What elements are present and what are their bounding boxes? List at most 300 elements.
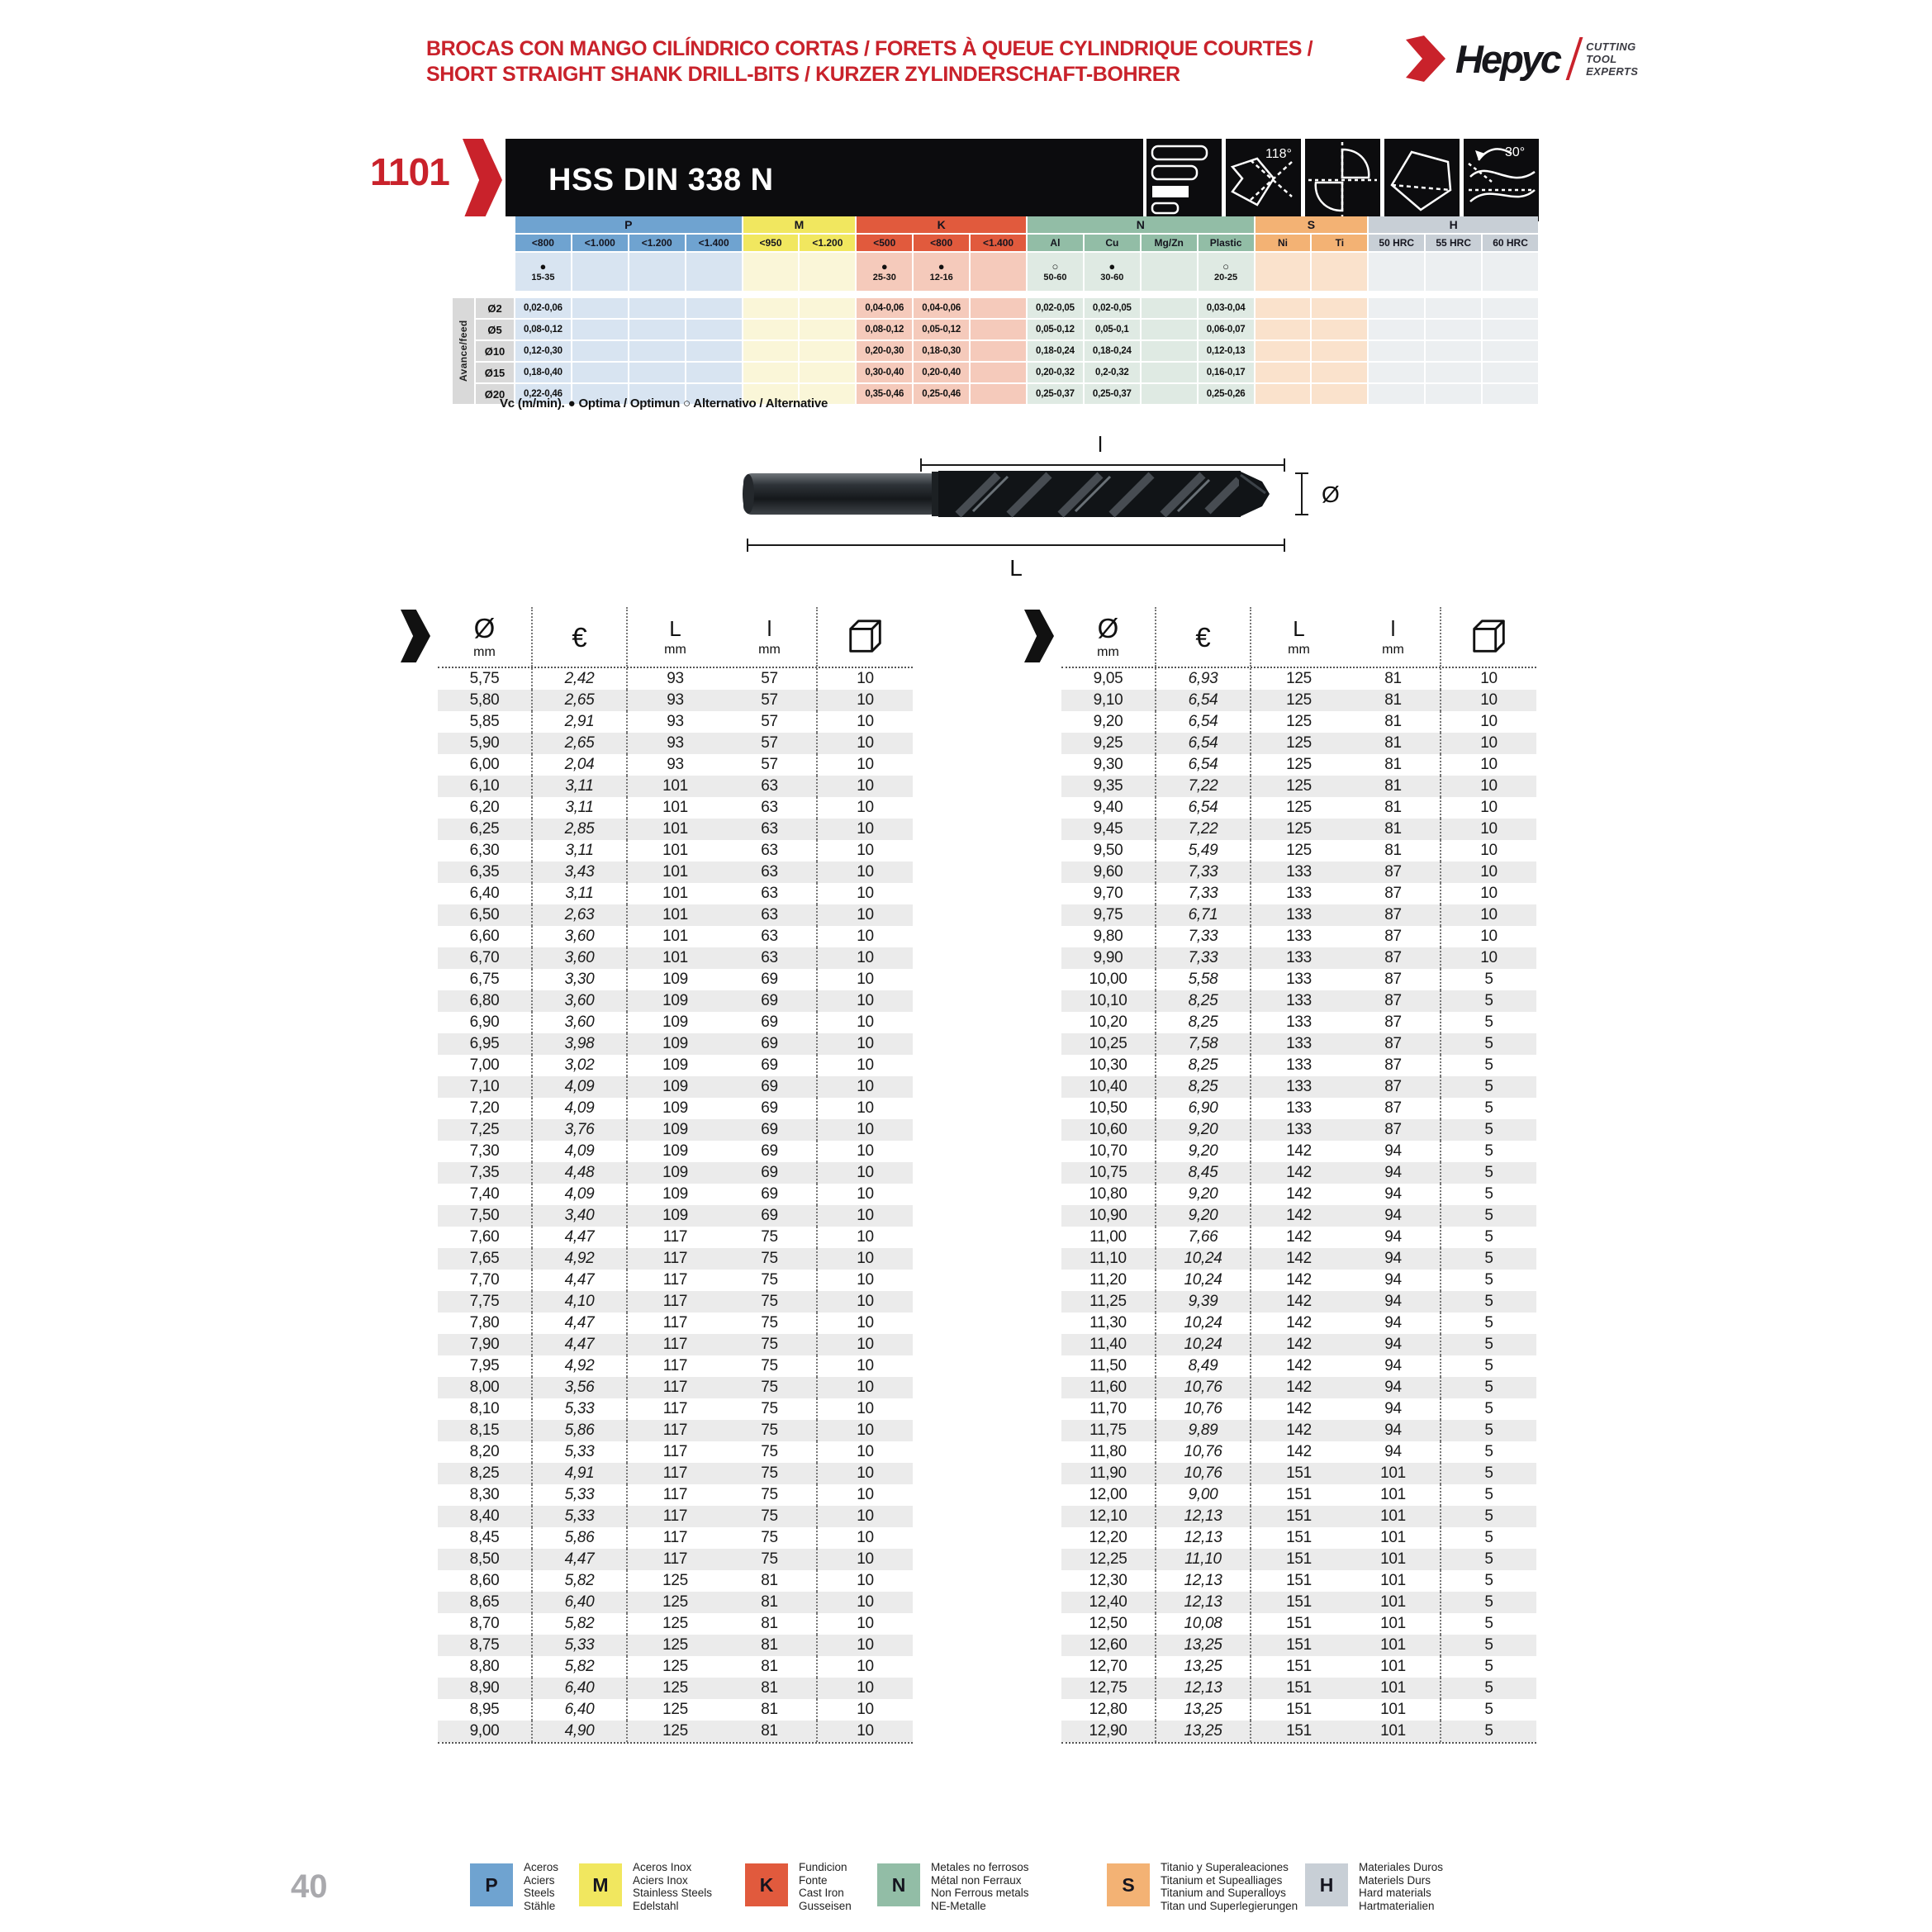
cell-total-length: 117: [662, 1507, 688, 1525]
legend-text-line: Aciers Inox: [633, 1873, 688, 1887]
speeds-value-cell: [572, 320, 628, 339]
price-row: [1061, 1527, 1536, 1549]
cell-total-length: 151: [1286, 1636, 1312, 1654]
cell-diameter: 10,75: [1061, 1162, 1156, 1184]
price-row: [1061, 1484, 1536, 1506]
speeds-value-cell: 0,35-0,46: [857, 384, 912, 404]
cell-flute-length: 75: [723, 1270, 818, 1291]
speeds-value-cell: [800, 320, 855, 339]
cell-flute-length: 75: [723, 1334, 818, 1355]
cell-qty: 5: [1484, 1379, 1493, 1396]
price-row: [438, 1162, 913, 1184]
cell-total-length: 142: [1286, 1228, 1312, 1246]
cell-price: 5,33: [533, 1441, 628, 1463]
product-name: HSS DIN 338 N: [548, 163, 774, 197]
legend-text: [1161, 1861, 1298, 1912]
cell-price: 12,13: [1156, 1570, 1251, 1592]
legend-text-line: Non Ferrous metals: [931, 1887, 1029, 1899]
cell-total-length: 117: [662, 1400, 688, 1417]
cell-price: 2,63: [533, 904, 628, 926]
cell-total-length: 142: [1286, 1443, 1312, 1460]
speeds-value-cell: 0,25-0,37: [1085, 384, 1140, 404]
cell-qty: 10: [857, 949, 874, 966]
legend-letter-box: K: [745, 1863, 788, 1906]
cell-flute-length: 94: [1346, 1398, 1441, 1420]
cell-price: 10,24: [1156, 1313, 1251, 1334]
price-row: [1061, 733, 1536, 754]
cell-total-length: 125: [662, 1679, 688, 1697]
cell-flute-length: 81: [723, 1635, 818, 1656]
price-row: [438, 840, 913, 862]
cell-qty: 10: [857, 1121, 874, 1138]
cell-price: 5,49: [1156, 840, 1251, 862]
cell-diameter: 5,75: [438, 668, 533, 690]
cell-qty: 5: [1484, 971, 1493, 988]
speeds-row-label: Ø20: [476, 384, 514, 404]
price-row: [438, 1527, 913, 1549]
cell-qty: 5: [1484, 1722, 1493, 1740]
cell-diameter: 7,20: [438, 1098, 533, 1119]
cell-price: 8,45: [1156, 1162, 1251, 1184]
cell-flute-length: 75: [723, 1420, 818, 1441]
price-row: [1061, 1441, 1536, 1463]
cell-price: 6,71: [1156, 904, 1251, 926]
cell-total-length: 125: [662, 1615, 688, 1632]
speeds-value-cell: 0,12-0,13: [1199, 341, 1254, 361]
cell-qty: 5: [1484, 1250, 1493, 1267]
cell-total-length: 151: [1286, 1658, 1312, 1675]
speeds-value-cell: [971, 363, 1026, 382]
cell-flute-length: 75: [723, 1227, 818, 1248]
cell-diameter: 9,25: [1061, 733, 1156, 754]
cell-total-length: 142: [1286, 1185, 1312, 1203]
cell-flute-length: 81: [723, 1592, 818, 1613]
price-row: [438, 1248, 913, 1270]
cell-flute-length: 81: [1346, 668, 1441, 690]
cell-flute-length: 87: [1346, 990, 1441, 1012]
price-row: [1061, 690, 1536, 711]
cell-price: 10,24: [1156, 1270, 1251, 1291]
cell-qty: 10: [857, 928, 874, 945]
speeds-value-cell: [572, 363, 628, 382]
cell-flute-length: 63: [723, 883, 818, 904]
price-row: [1061, 1055, 1536, 1076]
cell-diameter: 12,30: [1061, 1570, 1156, 1592]
price-row: [1061, 947, 1536, 969]
cell-diameter: 7,30: [438, 1141, 533, 1162]
legend-text-line: Fonte: [799, 1873, 828, 1887]
cell-qty: 10: [1480, 734, 1498, 752]
cell-diameter: 8,90: [438, 1678, 533, 1699]
legend-text-line: Titanium et Supealliages: [1161, 1873, 1283, 1887]
cell-total-length: 109: [662, 992, 688, 1009]
cell-qty: 10: [857, 1550, 874, 1568]
cell-price: 4,47: [533, 1334, 628, 1355]
speeds-subcol-header: Plastic: [1199, 235, 1254, 251]
cell-flute-length: 63: [723, 819, 818, 840]
cell-flute-length: 69: [723, 990, 818, 1012]
speeds-value-cell: 0,04-0,06: [857, 298, 912, 318]
price-row: [1061, 926, 1536, 947]
total-length-unit: mm: [664, 642, 686, 657]
cell-flute-length: 87: [1346, 1076, 1441, 1098]
legend-item-P: [470, 1861, 558, 1912]
price-row: [1061, 1098, 1536, 1119]
optimal-symbol: ○: [1222, 259, 1230, 273]
speeds-value-cell: [1426, 384, 1481, 404]
price-row: [438, 1613, 913, 1635]
cell-total-length: 109: [662, 971, 688, 988]
legend-text-line: Materiales Duros: [1359, 1861, 1444, 1873]
cell-flute-length: 101: [1346, 1506, 1441, 1527]
total-length-symbol: L: [1293, 615, 1305, 641]
cell-total-length: 125: [662, 1593, 688, 1611]
cell-total-length: 142: [1286, 1422, 1312, 1439]
price-row: [438, 733, 913, 754]
cell-price: 3,60: [533, 990, 628, 1012]
speeds-value-cell: 0,18-0,40: [515, 363, 571, 382]
price-table-left: [401, 607, 913, 1744]
cell-price: 2,42: [533, 668, 628, 690]
cell-diameter: 11,50: [1061, 1355, 1156, 1377]
price-row: [1061, 1162, 1536, 1184]
speeds-value-cell: [686, 341, 742, 361]
speeds-value-cell: [572, 298, 628, 318]
flute-length-unit: mm: [758, 642, 781, 657]
legend-text: [524, 1861, 558, 1912]
cell-flute-length: 75: [723, 1313, 818, 1334]
cell-total-length: 151: [1286, 1486, 1312, 1503]
cell-total-length: 109: [662, 1142, 688, 1160]
speeds-value-cell: [971, 341, 1026, 361]
cell-qty: 10: [857, 820, 874, 838]
speeds-value-cell: [686, 298, 742, 318]
price-row: [1061, 1313, 1536, 1334]
speeds-group-header-H: H: [1369, 216, 1538, 233]
price-row: [1061, 1635, 1536, 1656]
price-row: [1061, 1033, 1536, 1055]
cell-diameter: 12,40: [1061, 1592, 1156, 1613]
speeds-value-cell: [1142, 341, 1197, 361]
cell-flute-length: 101: [1346, 1635, 1441, 1656]
cell-price: 12,13: [1156, 1678, 1251, 1699]
price-row: [438, 711, 913, 733]
cell-total-length: 117: [662, 1443, 688, 1460]
cell-qty: 5: [1484, 1142, 1493, 1160]
cell-price: 5,33: [533, 1506, 628, 1527]
cell-price: 11,10: [1156, 1549, 1251, 1570]
cell-diameter: 12,00: [1061, 1484, 1156, 1506]
brand-tagline-line: CUTTING: [1586, 40, 1636, 53]
cell-price: 4,47: [533, 1270, 628, 1291]
cell-total-length: 125: [1286, 691, 1312, 709]
cell-diameter: 8,70: [438, 1613, 533, 1635]
cell-qty: 5: [1484, 1336, 1493, 1353]
flute-length-symbol: l: [767, 615, 772, 641]
price-row: [438, 1635, 913, 1656]
cell-flute-length: 63: [723, 926, 818, 947]
speeds-value-cell: 0,06-0,07: [1199, 320, 1254, 339]
legend-text-line: Fundicion: [799, 1861, 847, 1873]
price-row: [438, 1291, 913, 1313]
cell-qty: 10: [857, 1164, 874, 1181]
speeds-subcol-header: <1.200: [800, 235, 855, 251]
speeds-optimal-cell: [686, 253, 742, 291]
speeds-subcol-header: Ti: [1312, 235, 1367, 251]
speeds-value-cell: 0,08-0,12: [515, 320, 571, 339]
speeds-value-cell: [743, 341, 799, 361]
speeds-value-cell: [1312, 363, 1367, 382]
speeds-subcol-header: <800: [515, 235, 571, 251]
cell-price: 13,25: [1156, 1656, 1251, 1678]
cell-diameter: 9,90: [1061, 947, 1156, 969]
price-row: [1061, 969, 1536, 990]
cell-price: 5,82: [533, 1656, 628, 1678]
cell-total-length: 151: [1286, 1679, 1312, 1697]
cell-diameter: 7,40: [438, 1184, 533, 1205]
speeds-value-cell: [1369, 363, 1424, 382]
cell-flute-length: 57: [723, 690, 818, 711]
cell-price: 9,39: [1156, 1291, 1251, 1313]
cell-qty: 5: [1484, 1529, 1493, 1546]
cell-flute-length: 101: [1346, 1613, 1441, 1635]
cell-flute-length: 75: [723, 1355, 818, 1377]
col-header-price: [1156, 607, 1251, 667]
cell-price: 4,09: [533, 1184, 628, 1205]
cell-total-length: 93: [667, 670, 684, 687]
speeds-value-cell: [1426, 341, 1481, 361]
price-table-body: [1061, 667, 1536, 1744]
cell-qty: 10: [857, 1056, 874, 1074]
cell-flute-length: 94: [1346, 1377, 1441, 1398]
speeds-subcol-header: <1.200: [629, 235, 685, 251]
cell-price: 7,33: [1156, 947, 1251, 969]
diameter-symbol: Ø: [1097, 613, 1119, 643]
cell-diameter: 9,75: [1061, 904, 1156, 926]
cell-qty: 10: [1480, 713, 1498, 730]
cell-diameter: 8,30: [438, 1484, 533, 1506]
speeds-optimal-cell: [1085, 253, 1140, 291]
cell-price: 5,86: [533, 1420, 628, 1441]
cell-total-length: 109: [662, 1207, 688, 1224]
cell-diameter: 8,45: [438, 1527, 533, 1549]
price-row: [1061, 1570, 1536, 1592]
cell-diameter: 6,50: [438, 904, 533, 926]
cell-diameter: 8,50: [438, 1549, 533, 1570]
cell-price: 8,25: [1156, 990, 1251, 1012]
cell-diameter: 12,90: [1061, 1721, 1156, 1742]
cell-diameter: 8,15: [438, 1420, 533, 1441]
speeds-value-cell: 0,05-0,12: [914, 320, 969, 339]
cell-flute-length: 63: [723, 947, 818, 969]
speeds-value-cell: 0,2-0,32: [1085, 363, 1140, 382]
speeds-optimal-cell: [743, 253, 799, 291]
brand-tagline-line: TOOL: [1586, 52, 1617, 65]
cell-flute-length: 63: [723, 840, 818, 862]
col-header-package: [1441, 607, 1536, 667]
cell-price: 6,40: [533, 1678, 628, 1699]
speeds-value-cell: [686, 363, 742, 382]
cell-flute-length: 81: [723, 1570, 818, 1592]
price-row: [438, 1334, 913, 1355]
cell-diameter: 7,65: [438, 1248, 533, 1270]
speeds-value-cell: 0,03-0,04: [1199, 298, 1254, 318]
cell-price: 3,11: [533, 840, 628, 862]
cell-diameter: 6,25: [438, 819, 533, 840]
cell-flute-length: 87: [1346, 969, 1441, 990]
cell-qty: 10: [857, 1035, 874, 1052]
cell-total-length: 125: [1286, 777, 1312, 795]
legend-text: [1359, 1861, 1443, 1912]
col-header-diameter: [1061, 607, 1156, 667]
cell-total-length: 101: [662, 906, 688, 923]
cell-diameter: 6,75: [438, 969, 533, 990]
cell-total-length: 101: [662, 863, 688, 881]
price-row: [438, 1484, 913, 1506]
cell-diameter: 6,35: [438, 862, 533, 883]
cell-qty: 10: [857, 1679, 874, 1697]
cell-total-length: 109: [662, 1078, 688, 1095]
brand-logo: [1404, 33, 1638, 84]
cell-qty: 5: [1484, 1507, 1493, 1525]
price-table-header: [1024, 607, 1536, 667]
cell-diameter: 12,80: [1061, 1699, 1156, 1721]
cell-diameter: 8,00: [438, 1377, 533, 1398]
cell-diameter: 9,10: [1061, 690, 1156, 711]
cell-flute-length: 94: [1346, 1270, 1441, 1291]
total-length-unit: mm: [1288, 642, 1310, 657]
col-header-flute-length: [723, 607, 818, 667]
cell-total-length: 117: [662, 1250, 688, 1267]
cell-diameter: 11,10: [1061, 1248, 1156, 1270]
price-row: [438, 1377, 913, 1398]
cell-diameter: 9,45: [1061, 819, 1156, 840]
cell-qty: 10: [1480, 949, 1498, 966]
cell-qty: 5: [1484, 1593, 1493, 1611]
cell-total-length: 151: [1286, 1593, 1312, 1611]
cell-qty: 5: [1484, 1679, 1493, 1697]
cell-total-length: 142: [1286, 1164, 1312, 1181]
price-row: [1061, 990, 1536, 1012]
cell-total-length: 125: [662, 1701, 688, 1718]
cell-total-length: 101: [662, 949, 688, 966]
cell-qty: 10: [857, 1443, 874, 1460]
legend-text-line: Titanium and Superalloys: [1161, 1887, 1286, 1899]
cell-diameter: 9,05: [1061, 668, 1156, 690]
price-table-right: [1024, 607, 1536, 1744]
cell-diameter: 7,95: [438, 1355, 533, 1377]
cell-diameter: 12,60: [1061, 1635, 1156, 1656]
speeds-row-label: Ø10: [476, 341, 514, 361]
cell-price: 9,20: [1156, 1119, 1251, 1141]
price-row: [438, 668, 913, 690]
speeds-subcol-header: Cu: [1085, 235, 1140, 251]
speeds-value-cell: [1312, 298, 1367, 318]
cell-qty: 10: [857, 734, 874, 752]
cell-qty: 5: [1484, 1293, 1493, 1310]
speeds-value-cell: [1142, 298, 1197, 318]
cell-qty: 10: [1480, 670, 1498, 687]
cell-qty: 10: [1480, 777, 1498, 795]
speeds-optimal-cell: [1312, 253, 1367, 291]
price-row: [438, 1721, 913, 1742]
speeds-value-cell: [1312, 384, 1367, 404]
cell-flute-length: 75: [723, 1463, 818, 1484]
price-row: [438, 754, 913, 776]
price-row: [438, 1313, 913, 1334]
cell-qty: 10: [857, 1400, 874, 1417]
cell-qty: 10: [857, 691, 874, 709]
cell-flute-length: 75: [723, 1484, 818, 1506]
speeds-subcol-header: 60 HRC: [1483, 235, 1538, 251]
cell-qty: 10: [857, 1336, 874, 1353]
cell-total-length: 133: [1286, 949, 1312, 966]
speeds-optimal-cell: [1199, 253, 1254, 291]
cell-diameter: 8,60: [438, 1570, 533, 1592]
cell-qty: 5: [1484, 1615, 1493, 1632]
price-row: [1061, 1334, 1536, 1355]
cell-qty: 10: [857, 992, 874, 1009]
cell-qty: 10: [857, 756, 874, 773]
speeds-gap-row: [453, 292, 1538, 297]
price-row: [1061, 904, 1536, 926]
cell-total-length: 125: [1286, 670, 1312, 687]
cell-qty: 5: [1484, 1271, 1493, 1289]
cell-qty: 10: [857, 1228, 874, 1246]
cell-price: 12,13: [1156, 1592, 1251, 1613]
cell-total-length: 133: [1286, 1078, 1312, 1095]
cell-price: 6,54: [1156, 711, 1251, 733]
price-table-header: [401, 607, 913, 667]
cell-total-length: 151: [1286, 1507, 1312, 1525]
speeds-subcol-header: <1.400: [686, 235, 742, 251]
cell-total-length: 151: [1286, 1701, 1312, 1718]
cell-diameter: 11,80: [1061, 1441, 1156, 1463]
price-row: [1061, 1613, 1536, 1635]
price-row: [1061, 1506, 1536, 1527]
cell-price: 9,20: [1156, 1184, 1251, 1205]
cell-total-length: 101: [662, 820, 688, 838]
price-row: [1061, 1205, 1536, 1227]
cell-diameter: 7,80: [438, 1313, 533, 1334]
cell-total-length: 117: [662, 1271, 688, 1289]
cell-qty: 10: [857, 1722, 874, 1740]
cell-flute-length: 94: [1346, 1205, 1441, 1227]
cell-flute-length: 101: [1346, 1721, 1441, 1742]
cell-diameter: 12,25: [1061, 1549, 1156, 1570]
cell-diameter: 10,25: [1061, 1033, 1156, 1055]
cell-total-length: 133: [1286, 992, 1312, 1009]
price-symbol: €: [1195, 621, 1211, 653]
cell-flute-length: 101: [1346, 1484, 1441, 1506]
cell-diameter: 9,35: [1061, 776, 1156, 797]
legend-text-line: Steels: [524, 1887, 555, 1899]
cell-total-length: 133: [1286, 1121, 1312, 1138]
legend-text: [633, 1861, 712, 1912]
flute-length-unit: mm: [1382, 642, 1404, 657]
cell-qty: 10: [857, 1379, 874, 1396]
cell-flute-length: 81: [1346, 733, 1441, 754]
cell-qty: 10: [857, 1314, 874, 1332]
cell-diameter: 6,40: [438, 883, 533, 904]
cell-total-length: 125: [662, 1572, 688, 1589]
cell-flute-length: 94: [1346, 1227, 1441, 1248]
cell-price: 9,20: [1156, 1141, 1251, 1162]
cell-price: 3,40: [533, 1205, 628, 1227]
cell-flute-length: 101: [1346, 1549, 1441, 1570]
cell-flute-length: 94: [1346, 1441, 1441, 1463]
cell-total-length: 117: [662, 1336, 688, 1353]
